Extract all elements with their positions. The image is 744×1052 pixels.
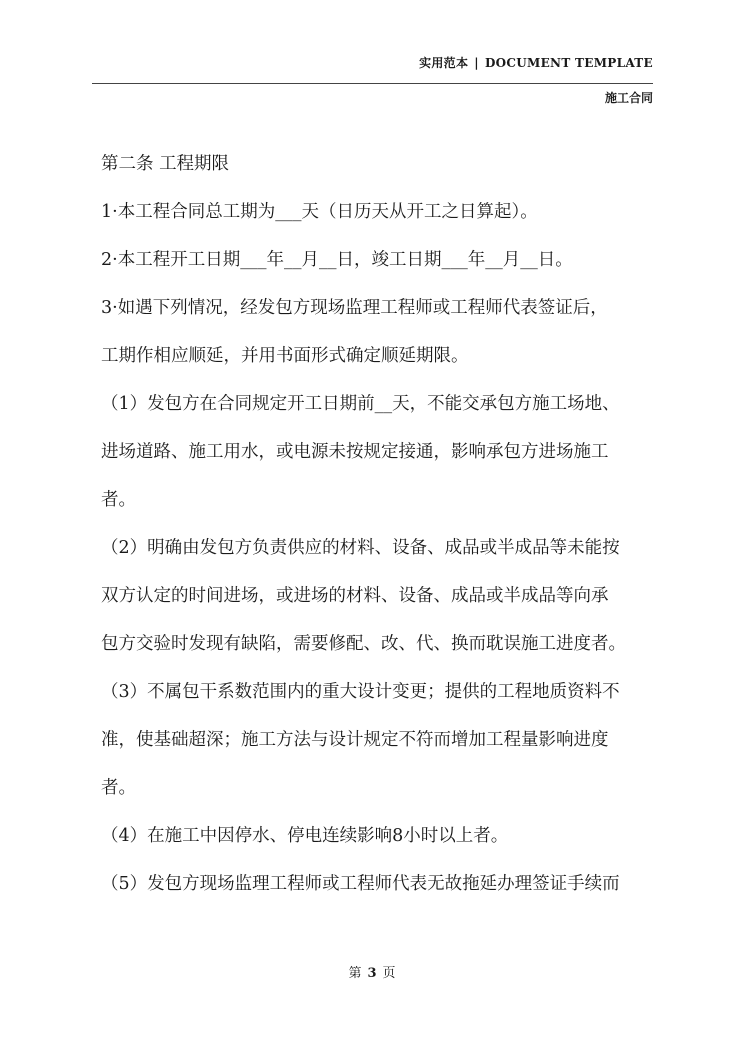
header-separator: | <box>474 56 479 70</box>
page-number: 3 <box>367 966 377 981</box>
section-heading: 第二条 工程期限 <box>101 154 230 174</box>
body-line: 1·本工程合同总工期为___天（日历天从开工之日算起）。 <box>101 202 538 222</box>
body-line: （5）发包方现场监理工程师或工程师代表无故拖延办理签证手续而 <box>101 874 620 894</box>
body-line: （2）明确由发包方负责供应的材料、设备、成品或半成品等未能按 <box>101 538 620 558</box>
header-brand: 实用范本 <box>419 56 469 70</box>
body-line: （3）不属包干系数范围内的重大设计变更；提供的工程地质资料不 <box>101 682 620 702</box>
body-line: 包方交验时发现有缺陷，需要修配、改、代、换而耽误施工进度者。 <box>101 634 626 654</box>
header-divider <box>92 83 653 84</box>
body-line: 进场道路、施工用水，或电源未按规定接通，影响承包方进场施工 <box>101 442 609 462</box>
body-line: 准，使基础超深；施工方法与设计规定不符而增加工程量影响进度 <box>101 730 609 750</box>
body-line: （1）发包方在合同规定开工日期前__天，不能交承包方施工场地、 <box>101 394 620 414</box>
header-doc-type: 施工合同 <box>604 91 653 105</box>
body-line: 者。 <box>101 778 136 798</box>
page-footer <box>0 962 744 981</box>
footer-suffix: 页 <box>382 966 396 981</box>
header-template-label: DOCUMENT TEMPLATE <box>484 56 653 70</box>
body-line: 工期作相应顺延，并用书面形式确定顺延期限。 <box>101 346 469 366</box>
body-line: （4）在施工中因停水、停电连续影响8小时以上者。 <box>101 826 509 846</box>
body-line: 者。 <box>101 490 136 510</box>
body-line: 2·本工程开工日期___年__月__日，竣工日期___年__月__日。 <box>101 250 573 270</box>
header-brand-line <box>419 54 653 71</box>
footer-prefix: 第 <box>348 966 362 981</box>
body-line: 双方认定的时间进场，或进场的材料、设备、成品或半成品等向承 <box>101 586 609 606</box>
body-line: 3·如遇下列情况，经发包方现场监理工程师或工程师代表签证后， <box>101 298 608 318</box>
document-body <box>101 140 656 908</box>
